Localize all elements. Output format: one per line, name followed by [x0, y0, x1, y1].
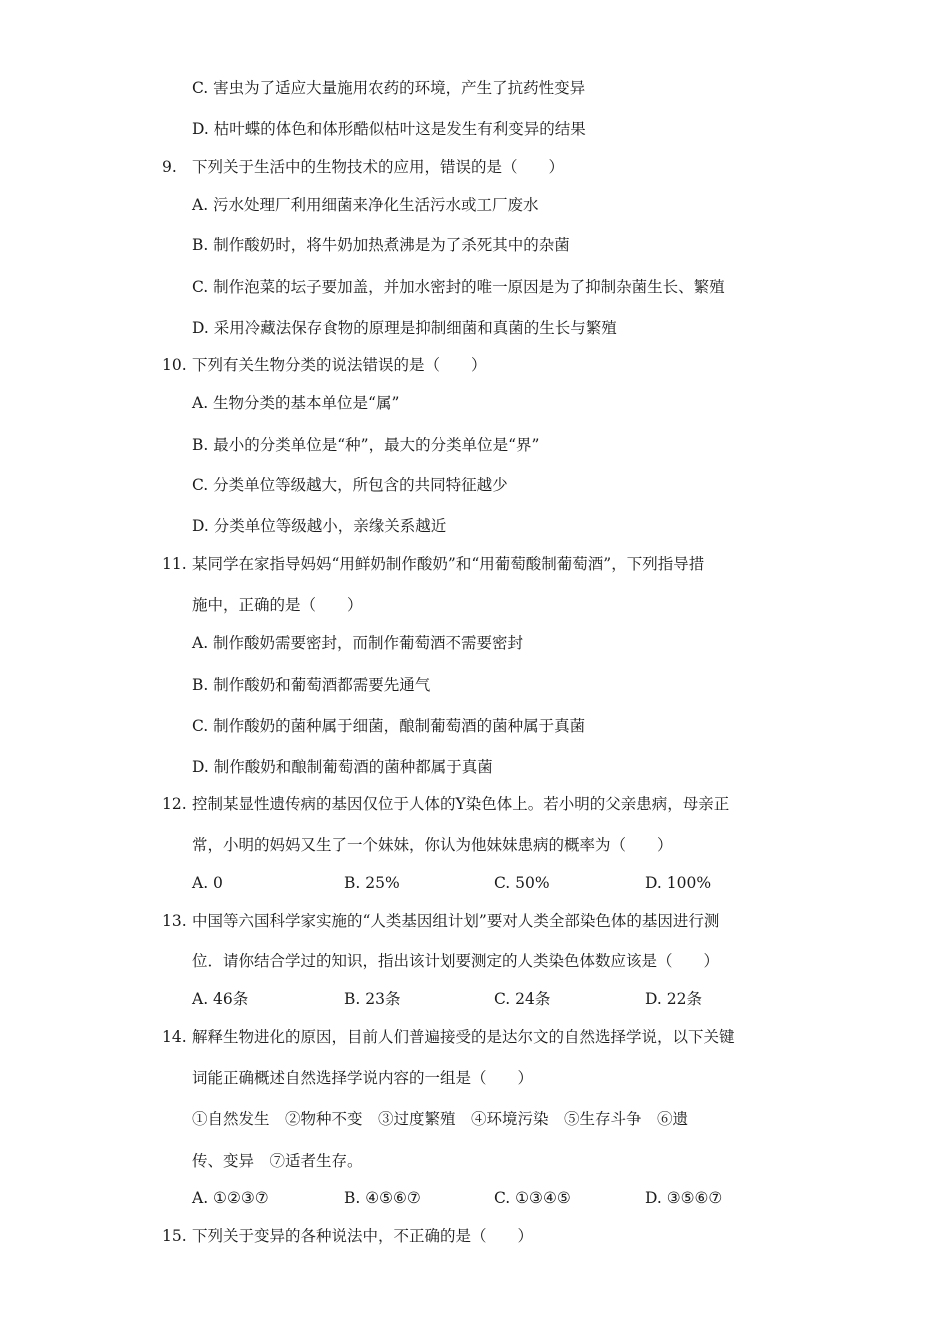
question-10-stem: 下列有关生物分类的说法错误的是（ ）	[192, 356, 487, 374]
option-11c: C. 制作酸奶的菌种属于细菌，酿制葡萄酒的菌种属于真菌	[192, 717, 586, 735]
question-11-number: 11.	[162, 555, 187, 573]
option-14c: C. ①③④⑤	[494, 1189, 571, 1207]
option-13b: B. 23条	[344, 990, 401, 1008]
option-10a: A. 生物分类的基本单位是“属”	[192, 394, 400, 412]
question-12-stem-line2: 常，小明的妈妈又生了一个妹妹，你认为他妹妹患病的概率为（ ）	[192, 836, 673, 854]
option-12d: D. 100%	[645, 874, 712, 892]
question-15-number: 15.	[162, 1227, 187, 1245]
question-14-stem-line2: 词能正确概述自然选择学说内容的一组是（ ）	[192, 1069, 534, 1087]
question-13-stem-line2: 位．请你结合学过的知识，指出该计划要测定的人类染色体数应该是（ ）	[192, 952, 720, 970]
question-14-stem-line1: 解释生物进化的原因，目前人们普遍接受的是达尔文的自然选择学说，以下关键	[192, 1028, 735, 1046]
option-14d: D. ③⑤⑥⑦	[645, 1189, 723, 1207]
option-13c: C. 24条	[494, 990, 551, 1008]
option-9b: B. 制作酸奶时，将牛奶加热煮沸是为了杀死其中的杂菌	[192, 236, 570, 254]
option-10d: D. 分类单位等级越小，亲缘关系越近	[192, 517, 447, 535]
option-11b: B. 制作酸奶和葡萄酒都需要先通气	[192, 676, 431, 694]
option-8d: D. 枯叶蝶的体色和体形酷似枯叶这是发生有利变异的结果	[192, 120, 586, 138]
option-12c: C. 50%	[494, 874, 550, 892]
question-13-stem-line1: 中国等六国科学家实施的“人类基因组计划”要对人类全部染色体的基因进行测	[192, 912, 720, 930]
question-13-number: 13.	[162, 912, 187, 930]
option-14b: B. ④⑤⑥⑦	[344, 1189, 421, 1207]
question-14-keywords-line1: ①自然发生 ②物种不变 ③过度繁殖 ④环境污染 ⑤生存斗争 ⑥遗	[192, 1110, 689, 1128]
question-15-stem: 下列关于变异的各种说法中，不正确的是（ ）	[192, 1227, 534, 1245]
option-14a: A. ①②③⑦	[192, 1189, 269, 1207]
question-14-keywords-line2: 传、变异 ⑦适者生存。	[192, 1152, 363, 1170]
question-12-number: 12.	[162, 795, 187, 813]
option-12b: B. 25%	[344, 874, 400, 892]
option-10b: B. 最小的分类单位是“种”，最大的分类单位是“界”	[192, 436, 540, 454]
question-14-number: 14.	[162, 1028, 187, 1046]
option-8c: C. 害虫为了适应大量施用农药的环境，产生了抗药性变异	[192, 79, 586, 97]
option-10c: C. 分类单位等级越大，所包含的共同特征越少	[192, 476, 508, 494]
question-12-stem-line1: 控制某显性遗传病的基因仅位于人体的Y染色体上。若小明的父亲患病，母亲正	[192, 795, 730, 813]
question-9-stem: 下列关于生活中的生物技术的应用，错误的是（ ）	[192, 158, 565, 176]
option-9d: D. 采用冷藏法保存食物的原理是抑制细菌和真菌的生长与繁殖	[192, 319, 617, 337]
question-10-number: 10.	[162, 356, 187, 374]
option-9a: A. 污水处理厂利用细菌来净化生活污水或工厂废水	[192, 196, 539, 214]
option-11d: D. 制作酸奶和酿制葡萄酒的菌种都属于真菌	[192, 758, 493, 776]
option-12a: A. 0	[192, 874, 223, 892]
question-9-number: 9.	[162, 158, 177, 176]
option-11a: A. 制作酸奶需要密封，而制作葡萄酒不需要密封	[192, 634, 524, 652]
option-9c: C. 制作泡菜的坛子要加盖，并加水密封的唯一原因是为了抑制杂菌生长、繁殖	[192, 278, 725, 296]
question-11-stem-line1: 某同学在家指导妈妈“用鲜奶制作酸奶”和“用葡萄酸制葡萄酒”，下列指导措	[192, 555, 705, 573]
option-13d: D. 22条	[645, 990, 702, 1008]
option-13a: A. 46条	[192, 990, 249, 1008]
question-11-stem-line2: 施中，正确的是（ ）	[192, 596, 363, 614]
